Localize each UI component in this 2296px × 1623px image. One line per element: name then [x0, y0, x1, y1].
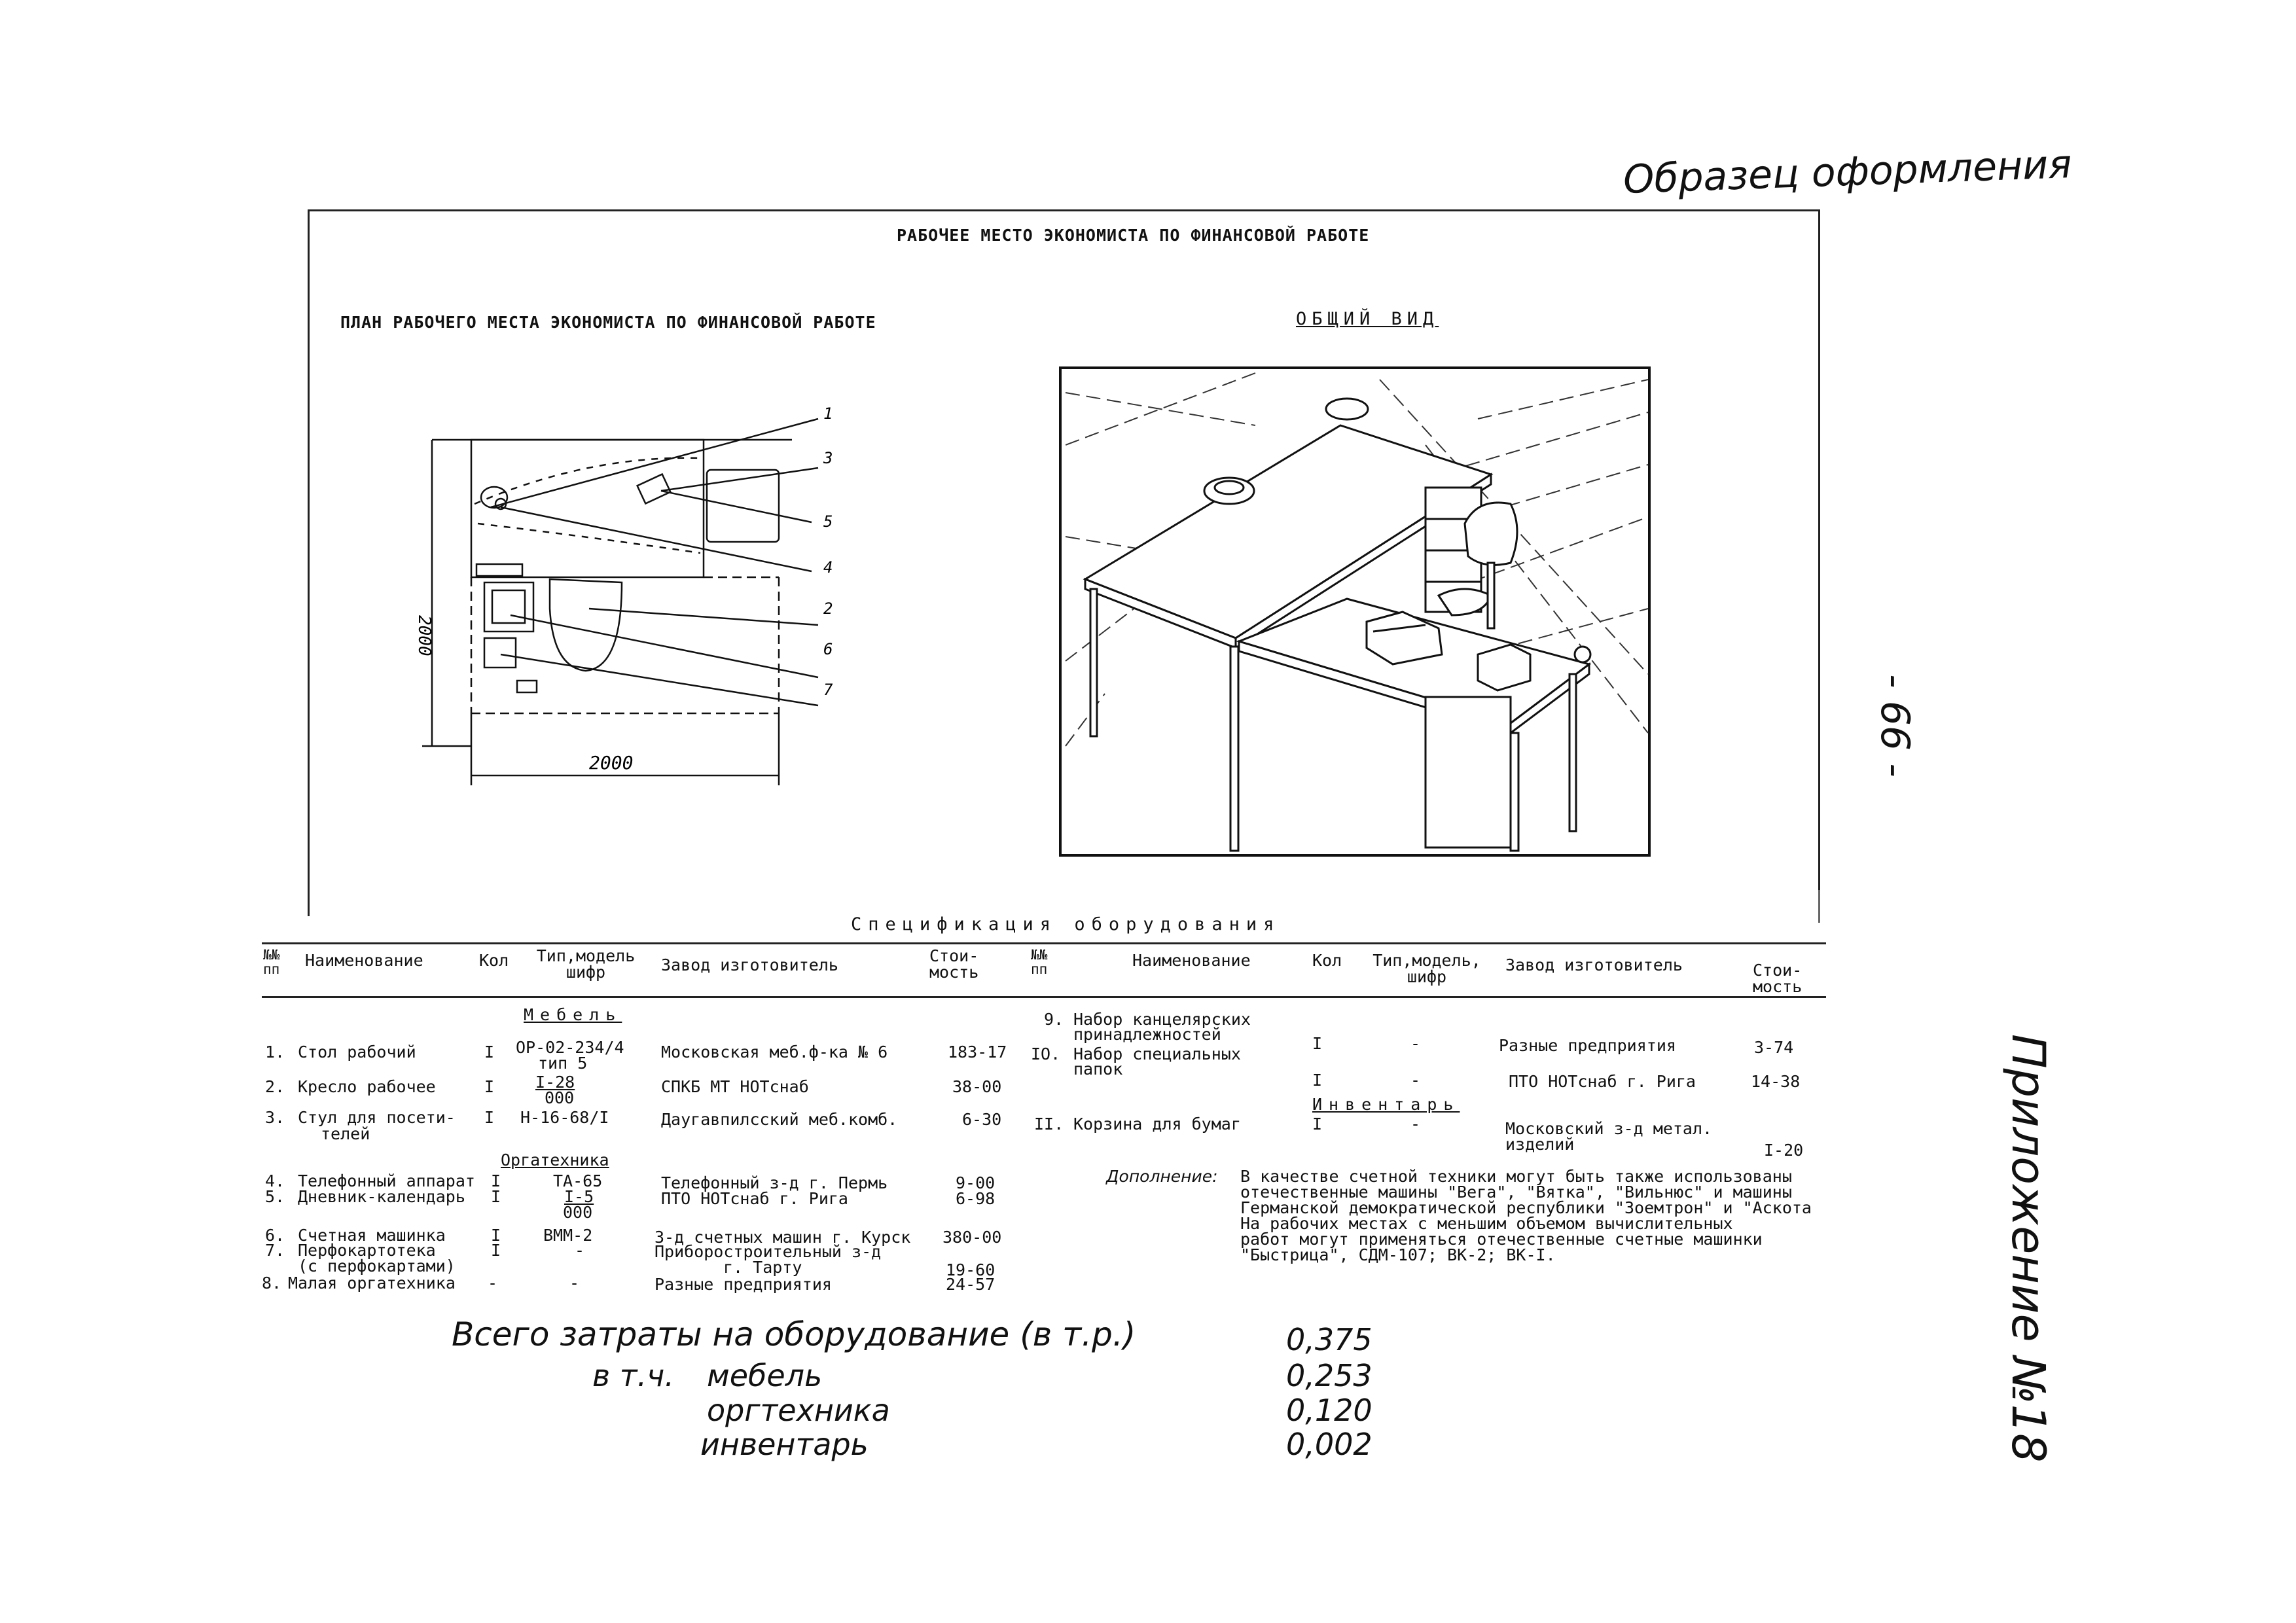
plan-dim-width: 2000 [589, 752, 634, 774]
totals-value: 0,375 [1286, 1322, 1372, 1357]
table-row: принадлежностей [1073, 1025, 1221, 1044]
table-row: Приборостроительный з-д [655, 1242, 882, 1261]
table-row: 7. [265, 1241, 285, 1260]
table-row: Московский з-д метал. [1505, 1119, 1713, 1138]
table-row: I [484, 1043, 495, 1061]
table-row: тип 5 [538, 1054, 588, 1073]
totals-inventory-value: 0,002 [1286, 1427, 1372, 1462]
addition-line-5: работ могут применяться отечественные счетные машинки [1240, 1230, 1763, 1249]
table-row: Корзина для бумаг [1073, 1115, 1241, 1133]
header-qty-left: Кол [479, 951, 509, 970]
addition-line-4: На рабочих местах с меньшим объемом вычислительных [1240, 1214, 1733, 1233]
general-view-drawing [1059, 366, 1655, 864]
table-row: 380-00 [942, 1228, 1002, 1247]
table-row: Даугавпилсский меб.комб. [661, 1110, 898, 1129]
header-model-left: Тип,модель шифр [536, 946, 636, 982]
table-row: Телефонный аппарат [298, 1171, 475, 1190]
header-cost-right: Стои-мость [1753, 961, 1803, 996]
frame-tick [1818, 890, 1820, 923]
table-header-rule [262, 996, 1826, 998]
header-maker-right: Завод изготовитель [1505, 955, 1683, 974]
table-row: 2. [265, 1077, 285, 1096]
table-row: I-5 [564, 1187, 594, 1206]
table-row: Счетная машинка [298, 1226, 446, 1245]
table-row: папок [1073, 1060, 1123, 1079]
frame-right-border [1818, 209, 1820, 923]
table-row: г. Тарту [723, 1258, 802, 1277]
plan-callout-3: 3 [823, 449, 833, 467]
table-row: Телефонный з-д г. Пермь [661, 1173, 888, 1192]
plan-callout-7: 7 [823, 681, 833, 699]
section-office: Оргатехника [501, 1150, 609, 1169]
table-row: - [1410, 1115, 1421, 1133]
table-row: Разные предприятия [655, 1275, 832, 1294]
table-row: 1. [265, 1043, 285, 1061]
addition-line-1: В качестве счетной техники могут быть также использованы [1240, 1167, 1792, 1186]
table-row: 9. [1044, 1010, 1064, 1029]
table-row: ТА-65 [553, 1171, 603, 1190]
totals-incl-label: в т.ч. [592, 1358, 674, 1393]
general-view-title: ОБЩИЙ ВИД [1296, 309, 1439, 329]
table-row: изделий [1505, 1135, 1575, 1154]
header-cost-left: Стои-мость [929, 946, 979, 982]
addition-line-2: отечественные машины "Вега", "Вятка", "Вильнюс" и машины [1240, 1183, 1792, 1202]
table-row: Набор специальных [1073, 1044, 1241, 1063]
table-row: II. [1034, 1115, 1064, 1133]
totals-office-label: оргтехника [707, 1393, 890, 1428]
table-row: - [1410, 1071, 1421, 1090]
table-row: СПКБ МТ НОТснаб [661, 1077, 809, 1096]
table-row: Перфокартотека [298, 1241, 436, 1260]
table-row: Н-16-68/I [520, 1108, 609, 1127]
table-row: I [484, 1077, 495, 1096]
table-row: I-20 [1764, 1141, 1804, 1160]
header-model-right: Тип,модель, шифр [1372, 951, 1481, 986]
table-row: - [488, 1274, 498, 1293]
frame-left-border [308, 209, 310, 916]
plan-callout-2: 2 [823, 599, 833, 618]
table-row: 14-38 [1751, 1072, 1801, 1091]
appendix-label: Приложение №18 [2001, 1034, 2055, 1463]
table-row: 000 [545, 1088, 575, 1107]
table-row: ПТО НОТснаб г. Рига [1509, 1072, 1696, 1091]
table-row: I [1312, 1115, 1323, 1133]
plan-callout-6: 6 [823, 640, 833, 658]
table-row: I [491, 1241, 501, 1260]
table-row: 19-60 [946, 1260, 996, 1279]
table-row: Разные предприятия [1499, 1036, 1676, 1055]
table-row: ОР-02-234/4 [516, 1038, 624, 1057]
sheet-title: РАБОЧЕЕ МЕСТО ЭКОНОМИСТА ПО ФИНАНСОВОЙ РАБОТЕ [897, 226, 1370, 245]
addition-label: Дополнение: [1106, 1167, 1218, 1186]
table-row: Малая оргатехника [288, 1274, 456, 1293]
header-name-right: Наименование [1132, 951, 1251, 970]
table-row: телей [321, 1124, 370, 1143]
table-row: ПТО НОТснаб г. Рига [661, 1189, 848, 1208]
table-top-rule [262, 942, 1826, 944]
table-row: 3-74 [1754, 1038, 1794, 1057]
table-row: 38-00 [952, 1077, 1002, 1096]
header-num-left: №№ пп [263, 947, 280, 977]
frame-top-border [308, 209, 1820, 211]
table-row: 5. [265, 1187, 285, 1206]
table-row: 4. [265, 1171, 285, 1190]
spec-title: Спецификация оборудования [851, 914, 1281, 935]
table-row: (с перфокартами) [298, 1257, 456, 1275]
table-row: 9-00 [956, 1173, 996, 1192]
table-row: Стол рабочий [298, 1043, 416, 1061]
table-row: I [1312, 1034, 1323, 1053]
workplace-plan-drawing [393, 393, 864, 825]
sample-label: Образец оформления [1622, 141, 2073, 203]
addition-line-3: Германской демократической республики "Зоемтрон" и "Аскота [1240, 1198, 1812, 1217]
plan-title: ПЛАН РАБОЧЕГО МЕСТА ЭКОНОМИСТА ПО ФИНАНСОВОЙ РАБОТЕ [340, 313, 876, 332]
table-row: 24-57 [946, 1275, 996, 1294]
totals-label: Всего затраты на оборудование (в т.р.) [452, 1315, 1136, 1353]
table-row: ВММ-2 [543, 1226, 593, 1245]
table-row: IO. [1031, 1044, 1061, 1063]
page-number: - 66 - [1872, 674, 1918, 777]
table-row: I [491, 1226, 501, 1245]
plan-callout-4: 4 [823, 558, 833, 577]
table-row: Московская меб.ф-ка № 6 [661, 1043, 888, 1061]
table-row: I [484, 1108, 495, 1127]
table-row: I [491, 1187, 501, 1206]
table-row: Кресло рабочее [298, 1077, 436, 1096]
table-row: 183-17 [948, 1043, 1007, 1061]
totals-furniture-value: 0,253 [1286, 1358, 1372, 1393]
plan-callout-5: 5 [823, 512, 833, 531]
table-row: 000 [563, 1203, 593, 1222]
header-num-right: №№ пп [1031, 947, 1048, 977]
table-row: 8. [262, 1274, 282, 1293]
plan-callout-1: 1 [823, 404, 833, 423]
table-row: - [1410, 1034, 1421, 1053]
table-row: I [491, 1171, 501, 1190]
table-row: З-д счетных машин г. Курск [655, 1228, 911, 1247]
table-row: I-28 [535, 1073, 575, 1092]
table-row: - [569, 1274, 580, 1293]
table-row: Стул для посети- [298, 1108, 456, 1127]
totals-furniture-label: мебель [707, 1358, 823, 1393]
totals-office-value: 0,120 [1286, 1393, 1372, 1428]
plan-dim-height: 2000 [414, 615, 434, 656]
table-row: I [1312, 1071, 1323, 1090]
addition-line-6: "Быстрица", СДМ-107; ВК-2; ВК-I. [1240, 1245, 1556, 1264]
table-row: 3. [265, 1108, 285, 1127]
header-name-left: Наименование [305, 951, 423, 970]
header-qty-right: Кол [1312, 951, 1342, 970]
header-maker-left: Завод изготовитель [661, 955, 838, 974]
table-row: 6. [265, 1226, 285, 1245]
section-furniture: Мебель [524, 1005, 622, 1024]
totals-inventory-label: инвентарь [700, 1427, 869, 1462]
section-inventory: Инвентарь [1312, 1095, 1460, 1114]
table-row: 6-30 [962, 1110, 1002, 1129]
table-row: Набор канцелярских [1073, 1010, 1251, 1029]
table-row: 6-98 [956, 1189, 996, 1208]
table-row: Дневник-календарь [298, 1187, 465, 1206]
table-row: - [575, 1241, 585, 1260]
